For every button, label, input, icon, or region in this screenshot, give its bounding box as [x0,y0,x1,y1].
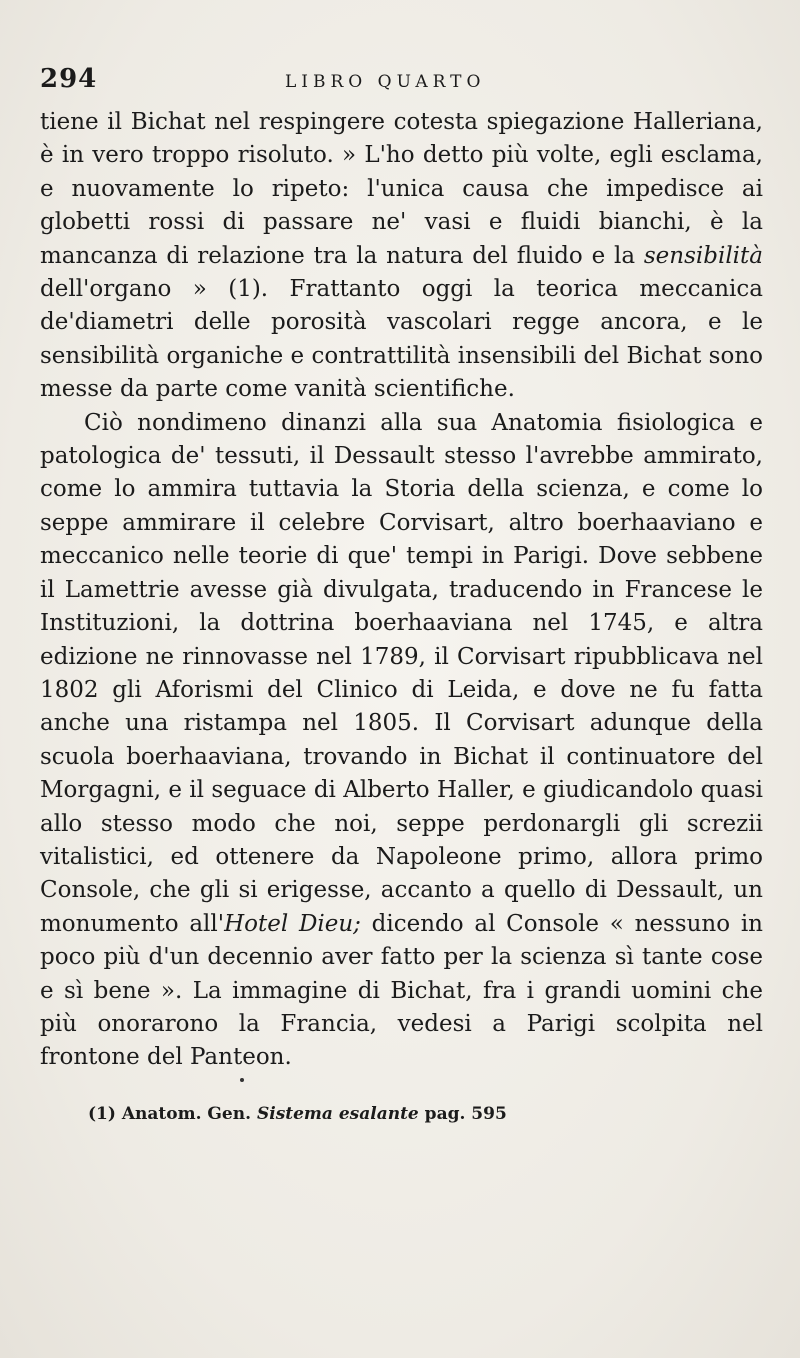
footnote [88,1104,507,1124]
paragraph-1-italic: sensibilità [643,242,763,269]
footnote-italic: Sistema esalante [256,1104,419,1124]
running-head: LIBRO QUARTO [285,72,486,92]
paragraph-2-text-b: dicendo al Console « nessuno in poco più d'un decennio aver fatto per la scienza sì tante cose e sì bene ». La immagine di Bichat, fra i grandi uomini che più onorarono la Francia, vedesi a Parigi scolpita nel frontone del Panteon. [40,910,763,1071]
page-header [40,64,760,104]
footnote-prefix: (1) Anatom. Gen. [88,1104,257,1124]
paragraph-1 [40,106,763,407]
body-text [40,106,763,1075]
page-number: 294 [40,64,98,94]
paragraph-2-text-a: Ciò nondimeno dinanzi alla sua Anatomia fisiologica e patologica de' tessuti, il Dessault stesso l'avrebbe ammirato, come lo ammira tuttavia la Storia della scienza, e come lo seppe ammirare il celebre Corvisart, altro boerhaaviano e meccanico nelle teorie di que' tempi in Parigi. Dove sebbene il Lamettrie avesse già divulgata, traducendo in Francese le Instituzioni, la dottrina boerhaaviana nel 1745, e altra edizione ne rinnovasse nel 1789, il Corvisart ripubblicava nel 1802 gli Aforismi del Clinico di Leida, e dove ne fu fatta anche una ristampa nel 1805. Il Corvisart adunque della scuola boerhaaviana, trovando in Bichat il continuatore del Morgagni, e il seguace di Alberto Haller, e giudicandolo quasi allo stesso modo che noi, seppe perdonargli gli screzii vitalistici, ed ottenere da Napoleone primo, allora primo Console, che gli si erigesse, accanto a quello di Dessault, un monumento all' [40,409,763,937]
paragraph-1-text-b: dell'organo » (1). Frattanto oggi la teorica meccanica de'diametri delle porosità vascolari regge ancora, e le sensibilità organiche e contrattilità insensibili del Bichat sono messe da parte come vanità scientifiche. [40,276,763,403]
footnote-suffix: pag. 595 [418,1104,507,1124]
paragraph-2 [40,407,763,1075]
paragraph-2-italic: Hotel Dieu; [224,910,361,937]
paragraph-1-text-a: tiene il Bichat nel respingere cotesta spiegazione Halleriana, è in vero troppo risoluto. » L'ho detto più volte, egli esclama, e nuovamente lo ripeto: l'unica causa che impedisce ai globetti rossi di passare ne' vasi e fluidi bianchi, è la mancanza di relazione tra la natura del fluido e la [40,109,763,269]
print-mark [240,1078,244,1082]
